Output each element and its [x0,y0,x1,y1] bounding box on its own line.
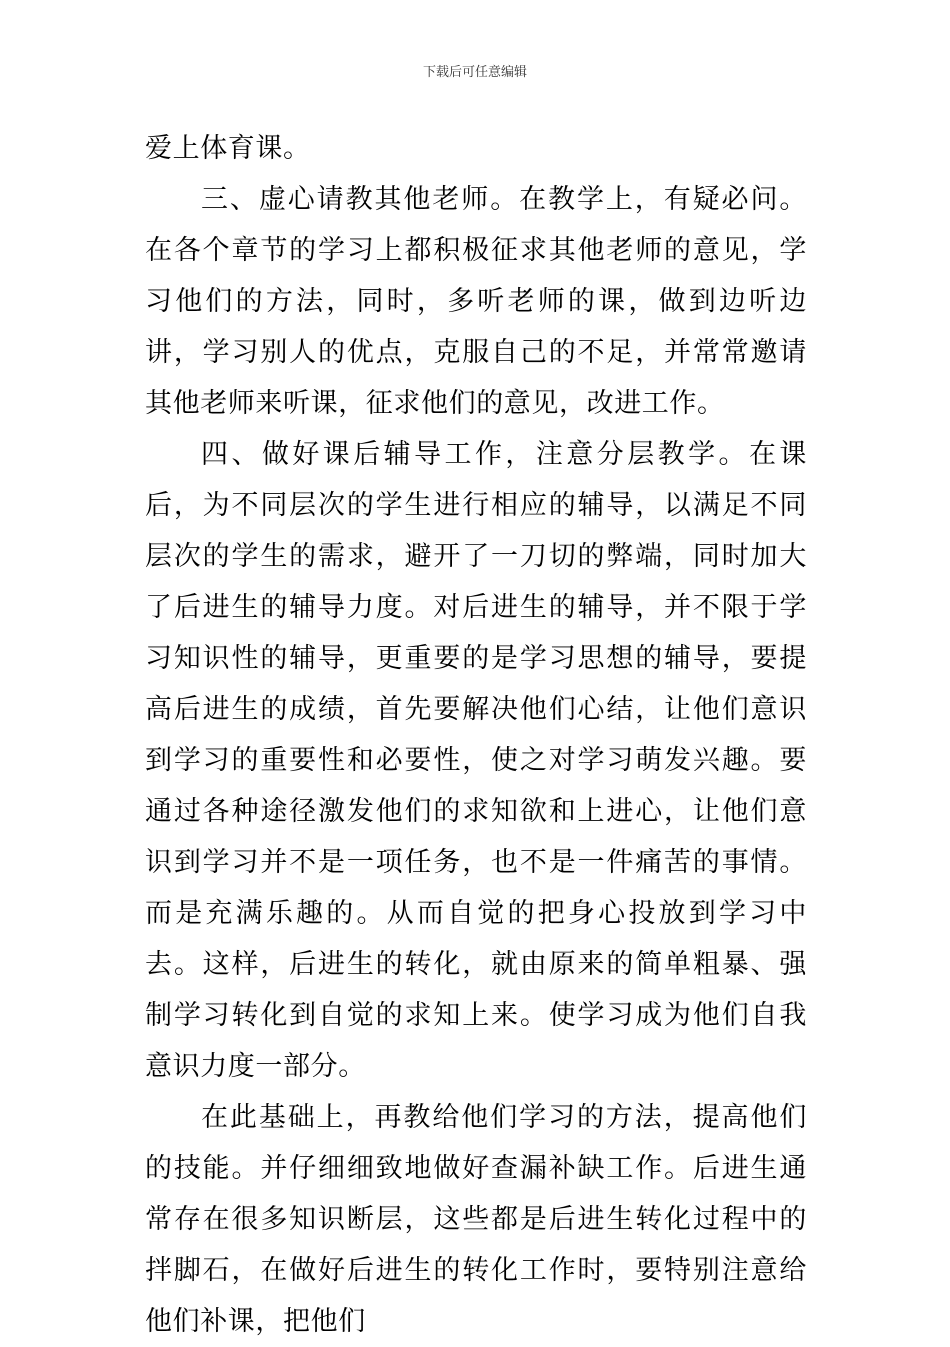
page-header [0,64,950,82]
paragraph-3: 四、做好课后辅导工作，注意分层教学。在课后，为不同层次的学生进行相应的辅导，以满足不同层次的学生的需求，避开了一刀切的弊端，同时加大了后进生的辅导力度。对后进生的辅导，并不限于学习知识性的辅导，更重要的是学习思想的辅导，要提高后进生的成绩，首先要解决他们心结，让他们意识到学习的重要性和必要性，使之对学习萌发兴趣。要通过各种途径激发他们的求知欲和上进心，让他们意识到学习并不是一项任务，也不是一件痛苦的事情。而是充满乐趣的。从而自觉的把身心投放到学习中去。这样，后进生的转化，就由原来的简单粗暴、强制学习转化到自觉的求知上来。使学习成为他们自我意识力度一部分。 [145,439,807,1082]
header-note: 下载后可任意编辑 [422,65,527,80]
paragraph-2: 三、虚心请教其他老师。在教学上，有疑必问。在各个章节的学习上都积极征求其他老师的意见，学习他们的方法，同时，多听老师的课，做到边听边讲，学习别人的优点，克服自己的不足，并常常邀请其他老师来听课，征求他们的意见，改进工作。 [145,184,807,419]
document-body [145,123,807,1347]
paragraph-1: 爱上体育课。 [145,133,311,164]
paragraph-4: 在此基础上，再教给他们学习的方法，提高他们的技能。并仔细细致地做好查漏补缺工作。后进生通常存在很多知识断层，这些都是后进生转化过程中的拌脚石，在做好后进生的转化工作时，要特别注意给他们补课，把他们 [145,1102,807,1337]
